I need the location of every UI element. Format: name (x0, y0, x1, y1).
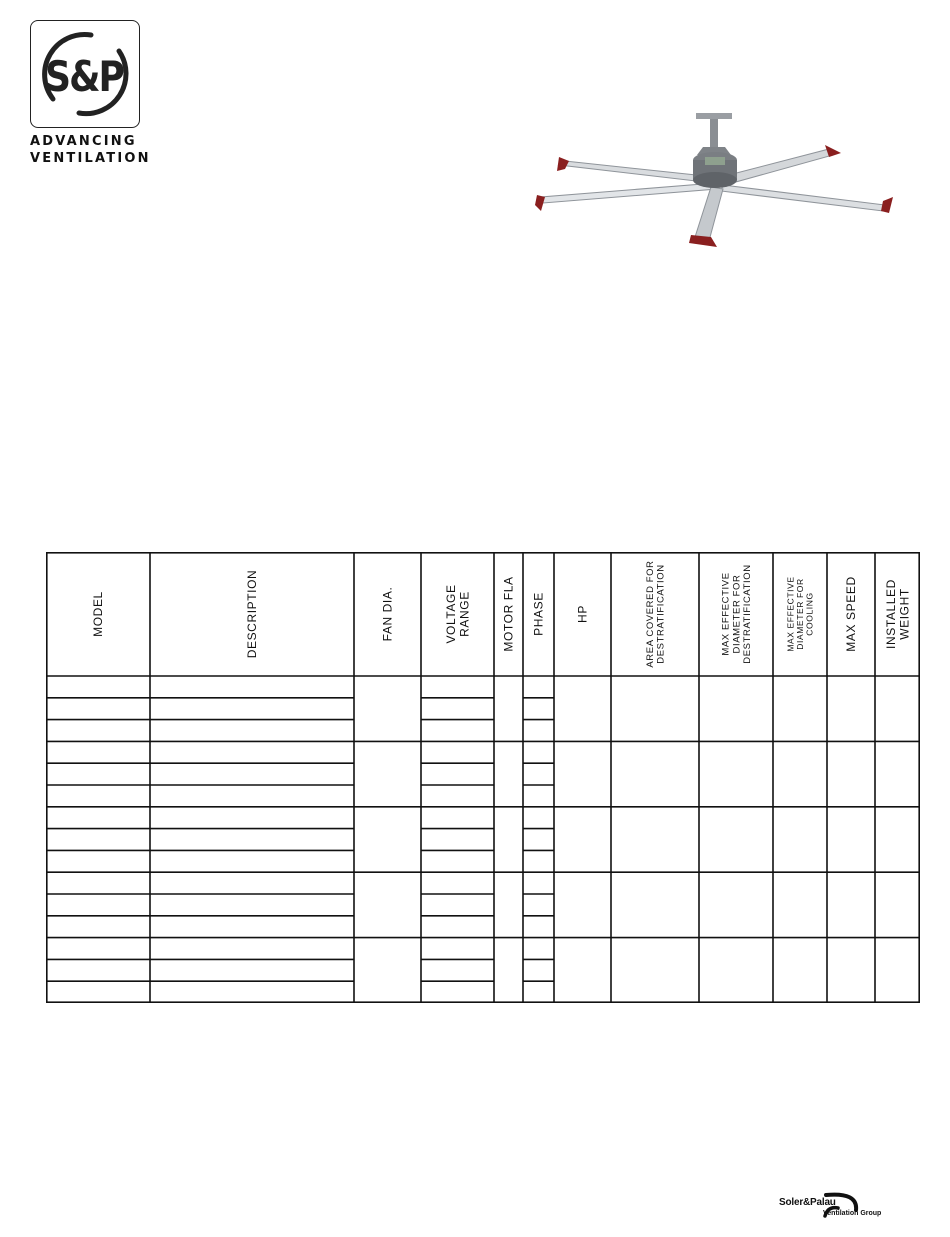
specification-table (46, 552, 920, 1003)
brand-logo (30, 20, 140, 128)
column-header-line: INSTALLED (883, 579, 898, 649)
column-header-line: VOLTAGE (443, 584, 458, 644)
sp-logo-icon (31, 21, 138, 126)
column-header-max_eff_cooling (785, 576, 814, 651)
column-header-area_destrat (645, 560, 667, 667)
column-header-line: DIAMETER FOR (794, 578, 805, 650)
footer-subbrand: Ventilation Group (823, 1210, 882, 1217)
column-header-line: FAN DIA. (380, 586, 395, 642)
column-header-fan_dia (381, 587, 395, 642)
column-header-line: MAX EFFECTIVE (785, 576, 796, 652)
tagline-line-2: VENTILATION (30, 151, 151, 166)
column-header-line: DIAMETER FOR (731, 574, 743, 654)
column-header-line: WEIGHT (897, 588, 912, 640)
column-header-motor_fla (502, 576, 516, 651)
column-header-model (91, 591, 105, 637)
column-header-voltage_range (444, 584, 471, 643)
footer-brand: Soler&Palau (779, 1197, 836, 1208)
column-header-max_speed (844, 576, 858, 651)
column-header-line: MOTOR FLA (501, 576, 516, 652)
column-header-description (245, 570, 259, 659)
column-header-hp (576, 605, 590, 623)
column-header-line: MAX EFFECTIVE (720, 572, 732, 656)
column-header-line: MAX SPEED (844, 576, 859, 652)
column-header-phase (532, 592, 546, 636)
column-header-line: DESTRATIFICATION (741, 564, 753, 664)
column-header-installed_weight (884, 579, 911, 649)
column-header-line: MODEL (91, 591, 106, 637)
column-header-line: HP (575, 605, 590, 623)
ceiling-fan-image (525, 105, 905, 250)
tagline-line-1: ADVANCING (30, 134, 137, 149)
logo-text: S&P (45, 53, 123, 102)
column-header-max_eff_destrat (721, 564, 753, 664)
brand-tagline (30, 133, 150, 167)
column-header-line: COOLING (804, 592, 815, 636)
column-header-line: DESTRATIFICATION (655, 564, 667, 664)
column-header-line: RANGE (457, 591, 472, 637)
column-header-line: AREA COVERED FOR (645, 560, 657, 668)
column-header-line: DESCRIPTION (245, 569, 260, 659)
column-header-line: PHASE (531, 592, 546, 636)
